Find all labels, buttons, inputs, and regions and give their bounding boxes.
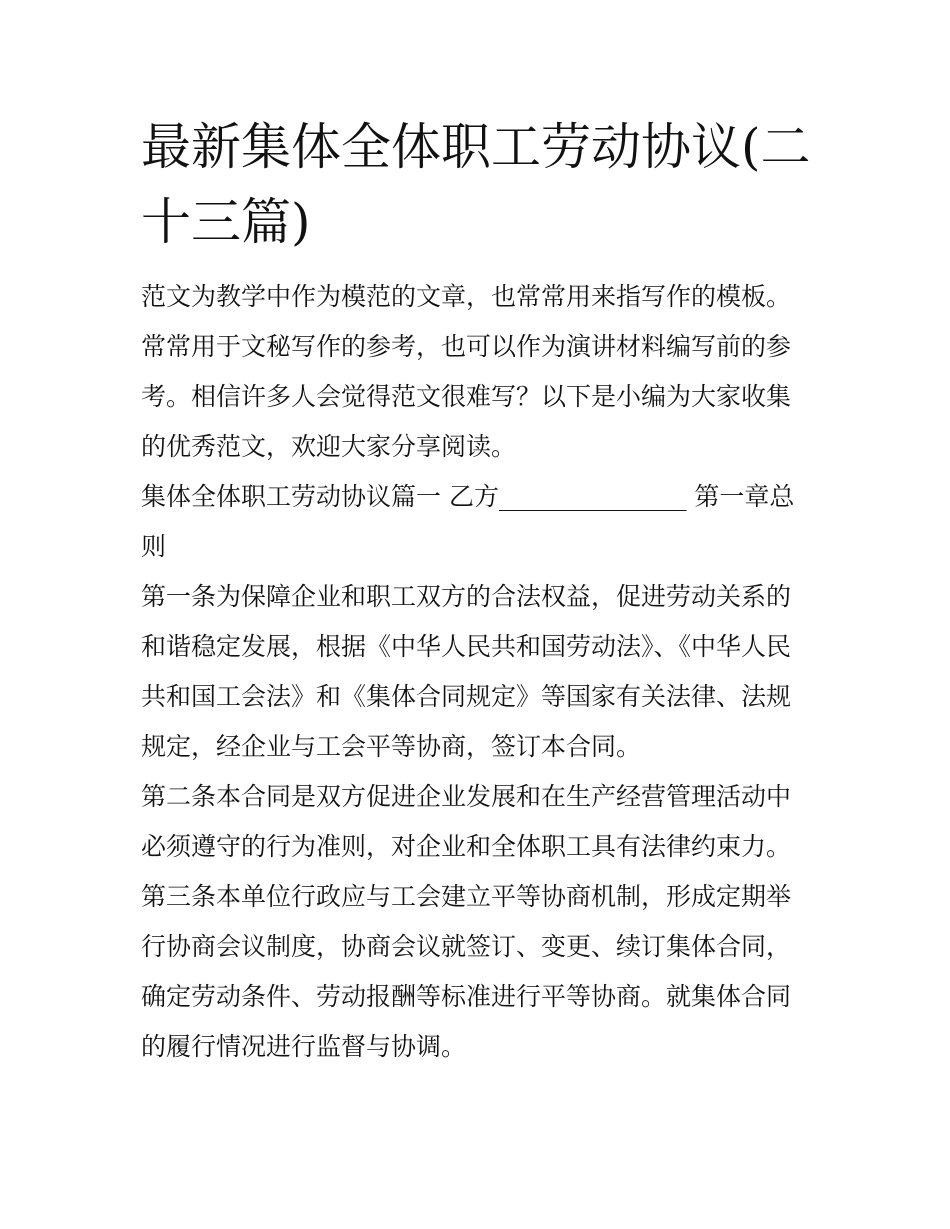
document-title: 最新集体全体职工劳动协议(二十三篇) [141, 118, 811, 251]
article-2-paragraph: 第二条本合同是双方促进企业发展和在生产经营管理活动中必须遵守的行为准则，对企业和全体职工具有法律约束力。 [141, 782, 792, 861]
document-content [141, 110, 813, 1072]
agreement-heading-paragraph: 集体全体职工劳动协议篇一 乙方_______________ 第一章总则 [141, 482, 795, 561]
article-3-paragraph: 第三条本单位行政应与工会建立平等协商机制，形成定期举行协商会议制度，协商会议就签订、变更、续订集体合同，确定劳动条件、劳动报酬等标准进行平等协商。就集体合同的履行情况进行监督与协调。 [141, 882, 792, 1061]
intro-paragraph: 范文为教学中作为模范的文章，也常常用来指写作的模板。常常用于文秘写作的参考，也可以作为演讲材料编写前的参考。相信许多人会觉得范文很难写？以下是小编为大家收集的优秀范文，欢迎大家分享阅读。 [141, 282, 792, 461]
article-1-paragraph: 第一条为保障企业和职工双方的合法权益，促进劳动关系的和谐稳定发展，根据《中华人民共和国劳动法》、《中华人民共和国工会法》和《集体合同规定》等国家有关法律、法规规定，经企业与工会平等协商，签订本合同。 [141, 582, 792, 761]
